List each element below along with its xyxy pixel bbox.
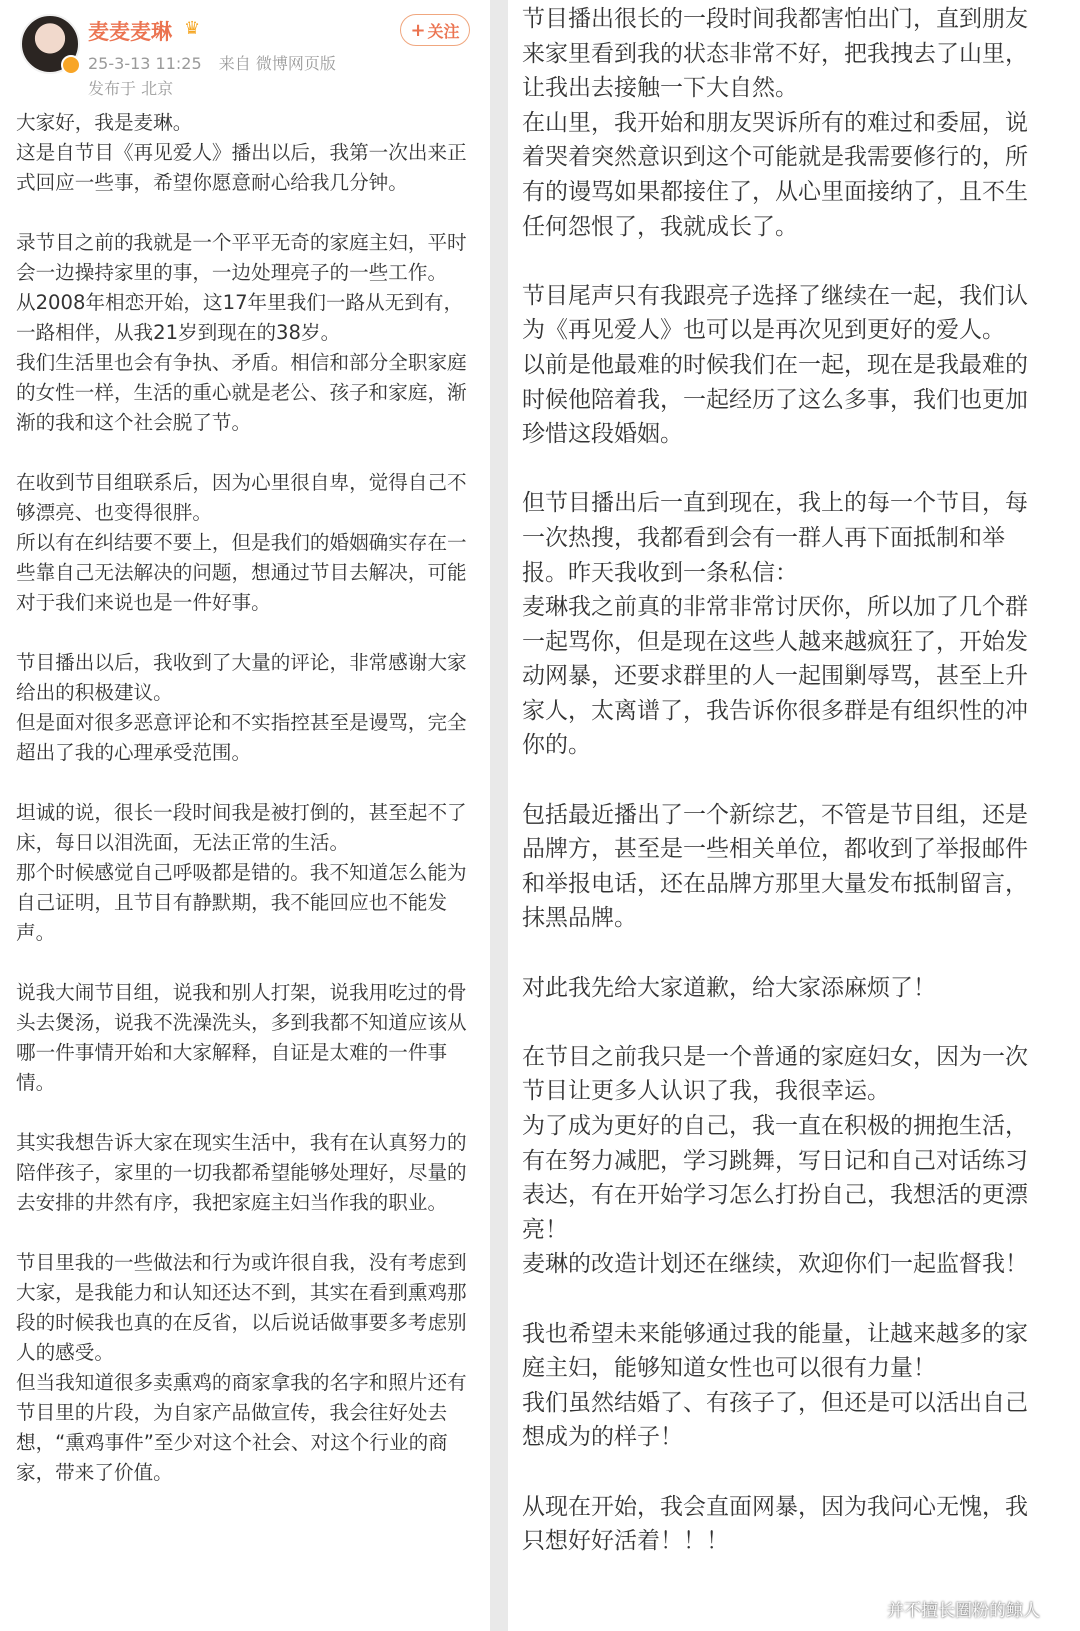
text-line: 大家好，我是麦琳。 — [16, 111, 193, 134]
watermark: 并不擅长圈粉的鲸人 — [887, 1601, 1040, 1621]
text-line: 但当我知道很多卖熏鸡的商家拿我的名字和照片还有节目里的片段，为自家产品做宣传，我会往好处去想，“熏鸡事件”至少对这个社会、对这个行业的商家，带来了价值。 — [16, 1371, 467, 1484]
post-timestamp: 25-3-13 11:25 — [88, 54, 202, 73]
text-line: 在山里，我开始和朋友哭诉所有的难过和委屈，说着哭着突然意识到这个可能就是我需要修行的，所有的谩骂如果都接住了，从心里面接纳了，且不生任何怨恨了，我就成长了。 — [522, 109, 1028, 240]
text-line: 我们虽然结婚了、有孩子了，但还是可以活出自己想成为的样子！ — [522, 1389, 1028, 1451]
post-location: 发布于 北京 — [88, 79, 174, 98]
text-line: 录节目之前的我就是一个平平无奇的家庭主妇，平时会一边操持家里的事，一边处理亮子的一些工作。 — [16, 231, 467, 284]
text-line: 节目尾声只有我跟亮子选择了继续在一起，我们认为《再见爱人》也可以是再次见到更好的爱人。 — [522, 282, 1028, 344]
post-body-left — [16, 108, 472, 1488]
text-line: 其实我想告诉大家在现实生活中，我有在认真努力的陪伴孩子，家里的一切我都希望能够处理好，尽量的去安排的井然有序，我把家庭主妇当作我的职业。 — [16, 1131, 467, 1214]
text-line: 从2008年相恋开始，这17年里我们一路从无到有，一路相伴，从我21岁到现在的38岁。 — [16, 291, 464, 344]
follow-button[interactable] — [400, 14, 470, 46]
paragraph — [16, 1128, 472, 1218]
text-line: 我们生活里也会有争执、矛盾。相信和部分全职家庭的女性一样，生活的重心就是老公、孩子和家庭，渐渐的我和这个社会脱了节。 — [16, 351, 467, 434]
text-line: 在节目之前我只是一个普通的家庭妇女，因为一次节目让更多人认识了我，我很幸运。 — [522, 1043, 1028, 1105]
text-line: 我也希望未来能够通过我的能量，让越来越多的家庭主妇，能够知道女性也可以很有力量！ — [522, 1320, 1028, 1382]
paragraph — [16, 108, 472, 198]
paragraph — [522, 1317, 1044, 1455]
post-body-right — [522, 2, 1044, 1559]
text-line: 麦琳我之前真的非常非常讨厌你，所以加了几个群一起骂你，但是现在这些人越来越疯狂了，开始发动网暴，还要求群里的人一起围剿辱骂，甚至上升家人，太离谱了，我告诉你很多群是有组织性的冲你的。 — [522, 594, 1028, 759]
text-line: 但是面对很多恶意评论和不实指控甚至是谩骂，完全超出了我的心理承受范围。 — [16, 711, 467, 764]
paragraph — [522, 279, 1044, 452]
text-line: 那个时候感觉自己呼吸都是错的。我不知道怎么能为自己证明，且节目有静默期，我不能回应也不能发声。 — [16, 861, 467, 944]
right-screenshot-panel — [508, 0, 1080, 1631]
text-line: 包括最近播出了一个新综艺，不管是节目组，还是品牌方，甚至是一些相关单位，都收到了举报邮件和举报电话，还在品牌方那里大量发布抵制留言，抹黑品牌。 — [522, 801, 1028, 932]
paragraph — [522, 2, 1044, 244]
crown-icon: ♛ — [184, 18, 201, 39]
paragraph — [522, 486, 1044, 763]
text-line: 对此我先给大家道歉，给大家添麻烦了！ — [522, 974, 936, 1001]
text-line: 所以有在纠结要不要上，但是我们的婚姻确实存在一些靠自己无法解决的问题，想通过节目去解决，可能对于我们来说也是一件好事。 — [16, 531, 467, 614]
verified-badge-icon — [61, 55, 81, 75]
text-line: 这是自节目《再见爱人》播出以后，我第一次出来正式回应一些事，希望你愿意耐心给我几分钟。 — [16, 141, 467, 194]
text-line: 以前是他最难的时候我们在一起，现在是我最难的时候他陪着我，一起经历了这么多事，我们也更加珍惜这段婚姻。 — [522, 351, 1028, 448]
text-line: 坦诚的说，很长一段时间我是被打倒的，甚至起不了床，每日以泪洗面，无法正常的生活。 — [16, 801, 467, 854]
paragraph — [522, 1490, 1044, 1559]
paragraph — [522, 798, 1044, 936]
username[interactable]: 麦麦麦琳 — [88, 20, 172, 44]
paragraph — [522, 971, 1044, 1006]
paragraph — [16, 468, 472, 618]
paragraph — [16, 798, 472, 948]
text-line: 在收到节目组联系后，因为心里很自卑，觉得自己不够漂亮、也变得很胖。 — [16, 471, 467, 524]
plus-icon: + — [410, 19, 426, 41]
text-line: 节目播出很长的一段时间我都害怕出门，直到朋友来家里看到我的状态非常不好，把我拽去了山里，让我出去接触一下大自然。 — [522, 6, 1028, 102]
paragraph — [16, 228, 472, 438]
text-line: 为了成为更好的自己，我一直在积极的拥抱生活，有在努力减肥，学习跳舞，写日记和自己对话练习表达，有在开始学习怎么打扮自己，我想活的更漂亮！ — [522, 1113, 1028, 1243]
post-meta — [88, 51, 336, 74]
paragraph — [16, 648, 472, 768]
follow-button-label: 关注 — [427, 21, 460, 41]
text-line: 从现在开始，我会直面网暴，因为我问心无愧，我只想好好活着！！！ — [522, 1493, 1028, 1555]
text-line: 节目里我的一些做法和行为或许很自我，没有考虑到大家，是我能力和认知还达不到，其实在看到熏鸡那段的时候我也真的在反省，以后说话做事要多考虑别人的感受。 — [16, 1251, 467, 1364]
text-line: 但节目播出后一直到现在，我上的每一个节目，每一次热搜，我都看到会有一群人再下面抵制和举报。昨天我收到一条私信： — [522, 490, 1028, 586]
text-line: 节目播出以后，我收到了大量的评论，非常感谢大家给出的积极建议。 — [16, 651, 467, 704]
post-header — [16, 0, 472, 108]
paragraph — [16, 978, 472, 1098]
paragraph — [522, 1040, 1044, 1282]
avatar[interactable] — [20, 14, 80, 74]
left-screenshot-panel — [0, 0, 490, 1631]
text-line: 麦琳的改造计划还在继续，欢迎你们一起监督我！ — [522, 1251, 1028, 1278]
paragraph — [16, 1248, 472, 1488]
post-source: 来自 微博网页版 — [218, 54, 336, 73]
text-line: 说我大闹节目组，说我和别人打架，说我用吃过的骨头去煲汤，说我不洗澡洗头，多到我都不知道应该从哪一件事情开始和大家解释，自证是太难的一件事情。 — [16, 981, 467, 1094]
